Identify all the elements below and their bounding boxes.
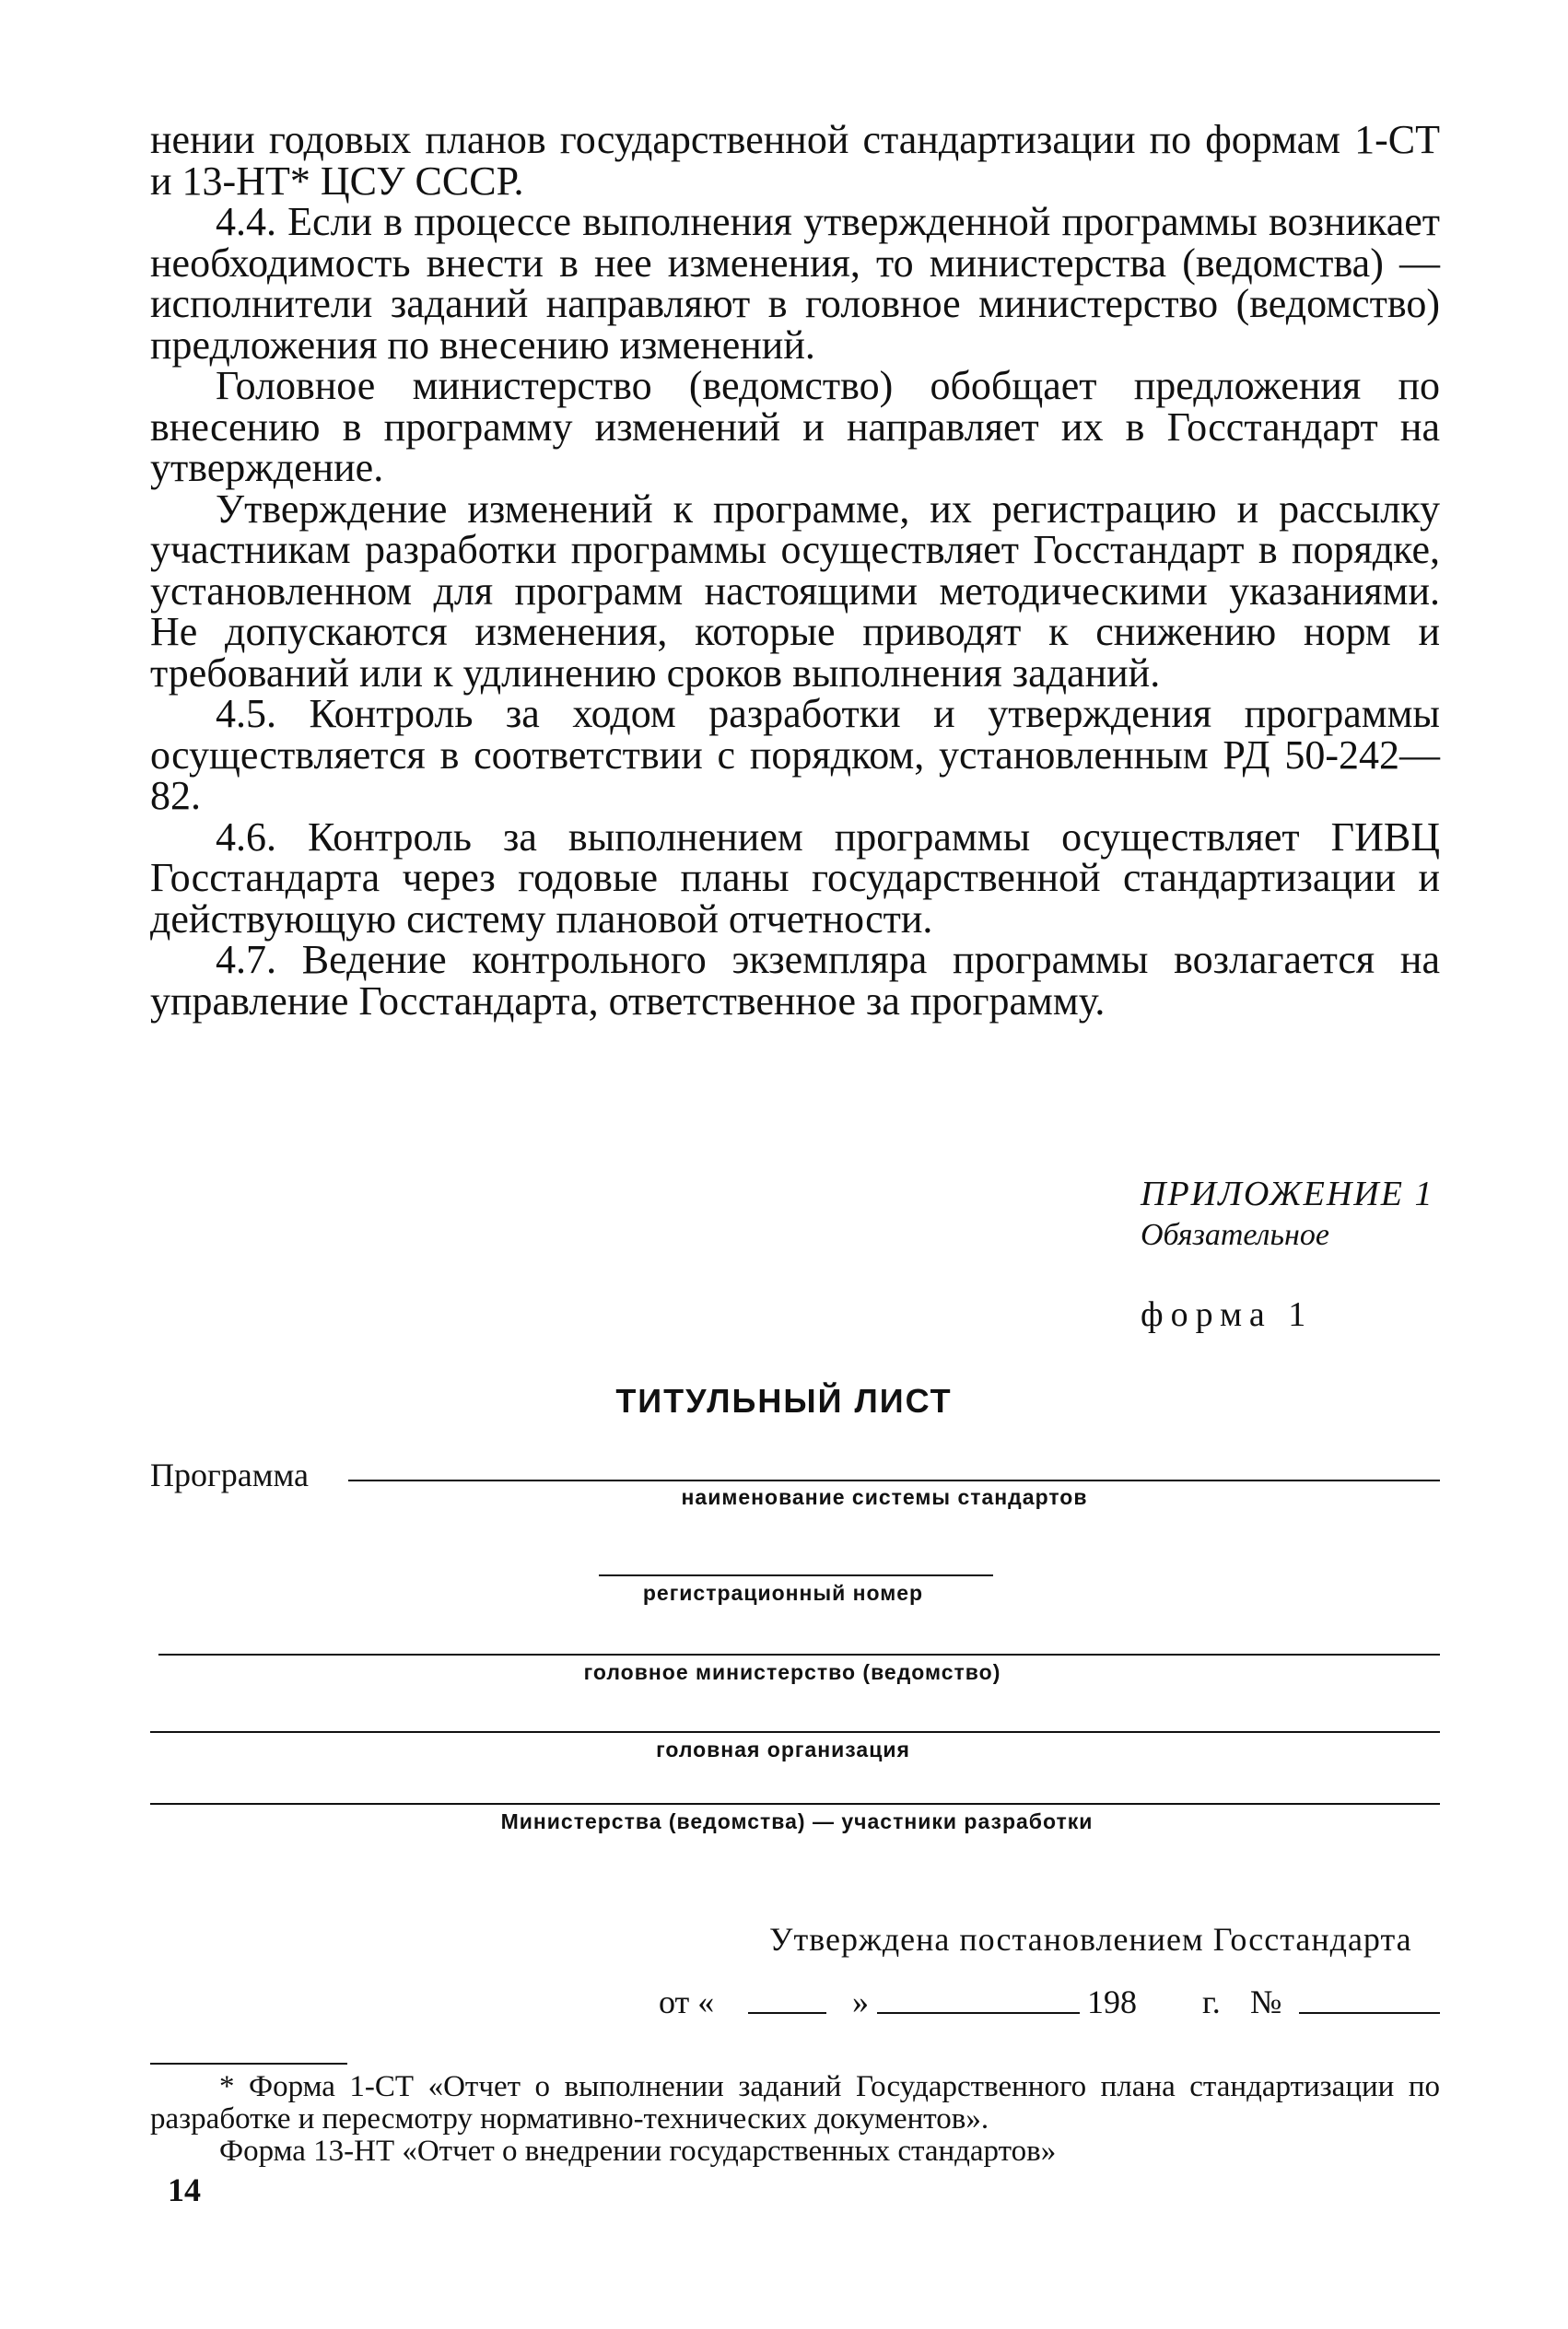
approval-text: Утверждена постановлением Госстандарта <box>769 1921 1412 1958</box>
paragraph-continuation: нении годовых планов государственной стандартизации по формам 1-СТ и 13-НТ* ЦСУ СССР. <box>150 117 1440 204</box>
paragraph-4-4: 4.4. Если в процессе выполнения утвержденной программы возникает необходимость внести в нее изменения, то министерства (ведомства) — исполнители заданий направляют в головное министерство (ведомство) предложения по внесению изменений. <box>150 199 1440 368</box>
page-number: 14 <box>168 2171 201 2208</box>
paragraph-4-6: 4.6. Контроль за выполнением программы осуществляет ГИВЦ Госстандарта через годовые планы государственной стандартизации и действующую систему плановой отчетности. <box>150 813 1440 942</box>
reg-number-caption: регистрационный номер <box>642 1581 924 1605</box>
date-number-line <box>1299 2012 1440 2014</box>
paragraph-4-5: 4.5. Контроль за ходом разработки и утверждения программы осуществляется в соответствии с порядком, установленным РД 50-242—82. <box>150 691 1440 818</box>
reg-number-line <box>599 1574 993 1576</box>
participants-line <box>150 1803 1440 1805</box>
appendix-subtitle: Обязательное <box>1141 1218 1329 1252</box>
footnote-rule <box>150 2063 347 2065</box>
date-number-sign: № <box>1250 1984 1282 2020</box>
system-name-line <box>348 1480 1440 1481</box>
paragraph-approval-changes: Утверждение изменений к программе, их регистрацию и рассылку участникам разработки программы осуществляет Госстандарт в порядке, установленном для программ настоящими методическими указаниями. Не допускаются изменения, которые приводят к снижению норм и требований или к удлинению сроков выполнения заданий. <box>150 486 1440 696</box>
footnote-2: Форма 13-НТ «Отчет о внедрении государственных стандартов» <box>219 2135 1057 2168</box>
paragraph-head-ministry: Головное министерство (ведомство) обобщает предложения по внесению в программу изменений и направляет их в Госстандарт на утверждение. <box>150 363 1440 490</box>
head-org-line <box>150 1731 1440 1733</box>
head-ministry-line <box>158 1654 1440 1656</box>
head-ministry-caption: головное министерство (ведомство) <box>583 1660 1001 1684</box>
system-name-caption: наименование системы стандартов <box>681 1485 1088 1509</box>
date-from: от « <box>659 1984 715 2020</box>
form-number: форма 1 <box>1141 1295 1314 1334</box>
head-org-caption: головная организация <box>656 1738 910 1761</box>
body-text <box>150 117 1440 1024</box>
date-month-line <box>877 2012 1080 2014</box>
date-year: 198 <box>1087 1984 1137 2020</box>
date-day-line <box>748 2012 826 2014</box>
date-close-quote: » <box>852 1984 869 2020</box>
paragraph-4-7: 4.7. Ведение контрольного экземпляра программы возлагается на управление Госстандарта, ответственное за программу. <box>150 937 1440 1024</box>
participants-caption: Министерства (ведомства) — участники разработки <box>500 1809 1094 1833</box>
footnote-1: * Форма 1-СТ «Отчет о выполнении заданий Государственного плана стандартизации по разработке и пересмотру нормативно-технических документов». <box>150 2070 1440 2136</box>
form-heading: ТИТУЛЬНЫЙ ЛИСТ <box>615 1382 953 1420</box>
footnotes <box>150 2071 1440 2168</box>
appendix-title: ПРИЛОЖЕНИЕ 1 <box>1141 1175 1434 1213</box>
date-g: г. <box>1202 1984 1221 2020</box>
program-label: Программа <box>150 1457 310 1493</box>
